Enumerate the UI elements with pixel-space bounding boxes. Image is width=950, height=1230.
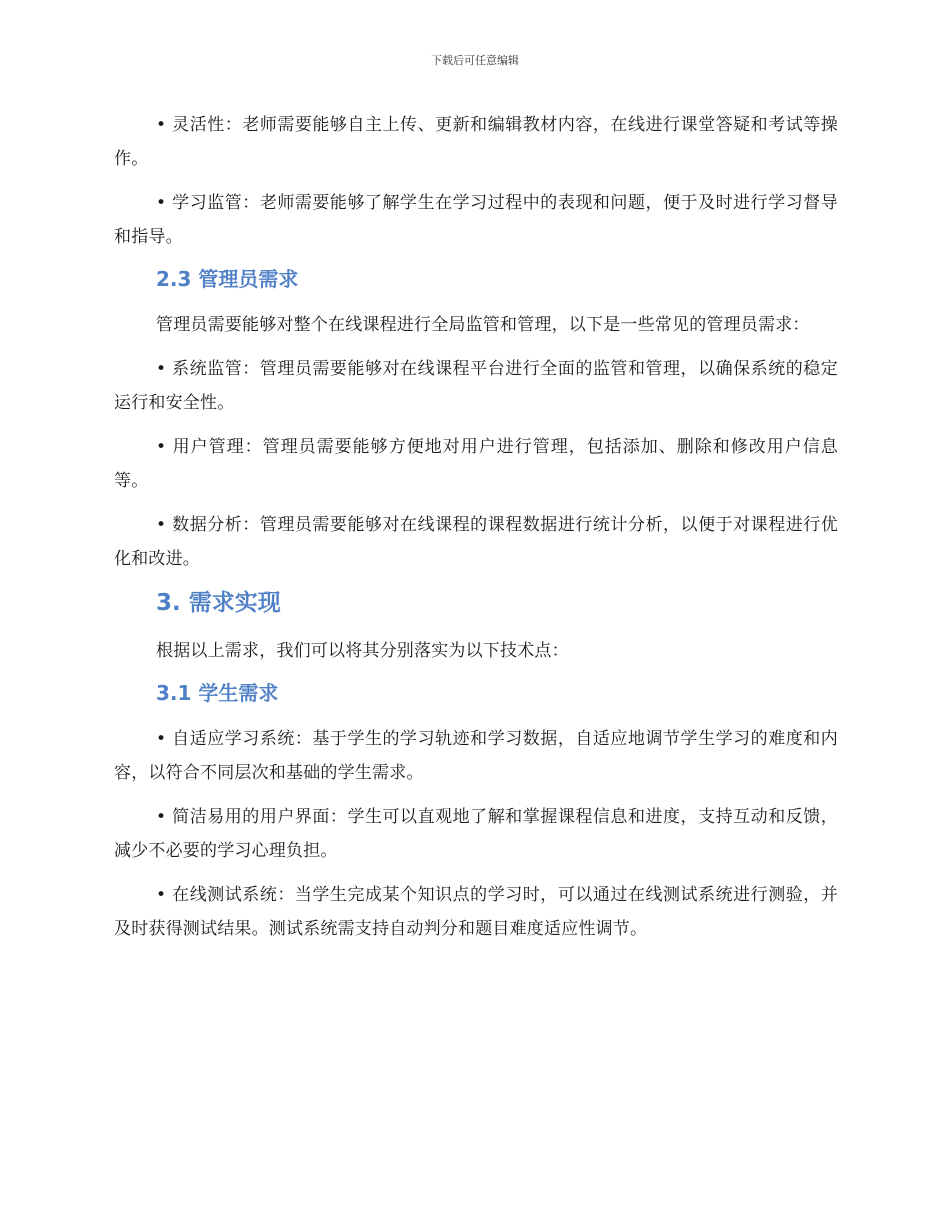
bullet-user-management: • 用户管理：管理员需要能够方便地对用户进行管理，包括添加、删除和修改用户信息等。 <box>114 437 838 491</box>
heading-requirements-implementation: 3. 需求实现 <box>156 590 281 616</box>
bullet-user-interface: • 简洁易用的用户界面：学生可以直观地了解和掌握课程信息和进度，支持互动和反馈，减少不必要的学习心理负担。 <box>114 807 838 861</box>
heading-student-requirements: 3.1 学生需求 <box>156 681 279 705</box>
bullet-learning-supervision: • 学习监管：老师需要能够了解学生在学习过程中的表现和问题，便于及时进行学习督导和指导。 <box>114 193 838 247</box>
bullet-adaptive-learning: • 自适应学习系统：基于学生的学习轨迹和学习数据，自适应地调节学生学习的难度和内容，以符合不同层次和基础的学生需求。 <box>114 729 838 783</box>
bullet-system-supervision: • 系统监管：管理员需要能够对在线课程平台进行全面的监管和管理，以确保系统的稳定运行和安全性。 <box>114 359 838 413</box>
page-header: 下载后可任意编辑 <box>431 54 519 67</box>
bullet-flexibility: • 灵活性：老师需要能够自主上传、更新和编辑教材内容，在线进行课堂答疑和考试等操作。 <box>114 115 838 169</box>
bullet-online-testing: • 在线测试系统：当学生完成某个知识点的学习时，可以通过在线测试系统进行测验，并及时获得测试结果。测试系统需支持自动判分和题目难度适应性调节。 <box>114 885 838 939</box>
bullet-data-analysis: • 数据分析：管理员需要能够对在线课程的课程数据进行统计分析，以便于对课程进行优化和改进。 <box>114 515 838 569</box>
heading-admin-requirements: 2.3 管理员需求 <box>156 267 299 291</box>
paragraph-admin-intro: 管理员需要能够对整个在线课程进行全局监管和管理，以下是一些常见的管理员需求： <box>156 315 810 335</box>
document-body <box>114 108 838 956</box>
paragraph-implementation-intro: 根据以上需求，我们可以将其分别落实为以下技术点： <box>156 641 569 661</box>
